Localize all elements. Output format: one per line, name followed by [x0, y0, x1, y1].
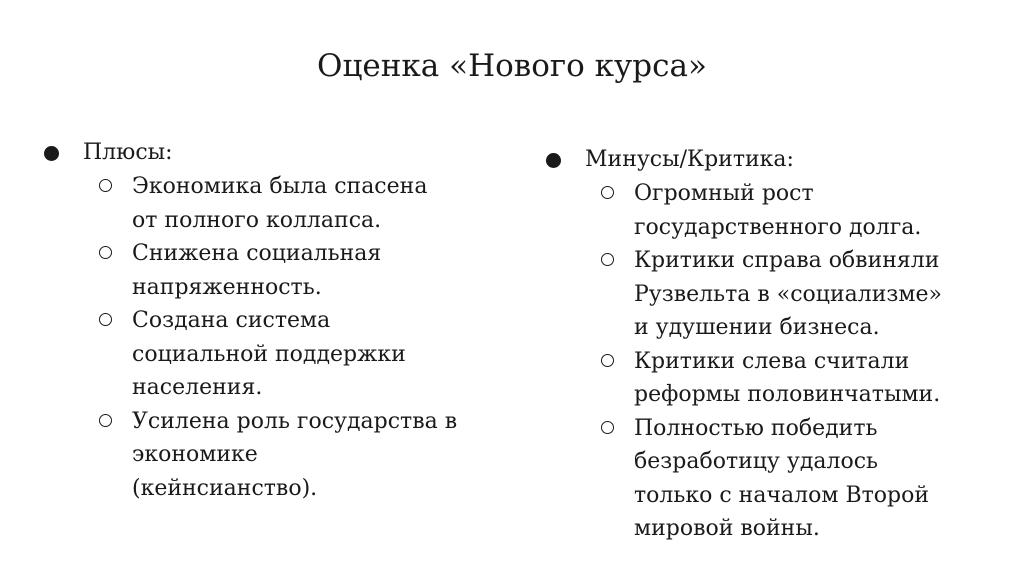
- cons-item-line: безработицу удалось: [634, 449, 878, 474]
- pros-item-line: населения.: [132, 375, 263, 400]
- cons-item-line: Полностью победить: [634, 415, 878, 441]
- pros-item-line: от полного коллапса.: [132, 207, 382, 233]
- pros-item: [42, 170, 502, 237]
- hollow-bullet-icon: [99, 414, 112, 427]
- pros-item: [42, 237, 502, 304]
- pros-item-line: экономике: [132, 442, 258, 467]
- cons-list: [544, 177, 1004, 546]
- pros-item-line: (кейнсианство).: [132, 475, 318, 501]
- hollow-bullet-icon: [99, 313, 112, 326]
- pros-heading: Плюсы:: [83, 140, 173, 165]
- slide-title: Оценка «Нового курса»: [317, 48, 707, 84]
- cons-item-line: мировой войны.: [634, 516, 820, 541]
- cons-item: [544, 244, 1004, 345]
- hollow-bullet-icon: [99, 179, 112, 192]
- cons-item-line: Рузвельта в «социализме»: [634, 281, 942, 307]
- pros-item-line: Создана система: [132, 308, 331, 333]
- cons-item: [544, 177, 1004, 244]
- cons-item: [544, 412, 1004, 546]
- pros-item-line: социальной поддержки: [132, 341, 406, 367]
- cons-heading-row: [544, 143, 1004, 177]
- pros-column: [42, 136, 502, 505]
- pros-heading-row: [42, 136, 502, 170]
- cons-item-line: Критики справа обвиняли: [634, 248, 940, 273]
- cons-item-line: реформы половинчатыми.: [634, 382, 941, 407]
- filled-bullet-icon: [546, 153, 561, 168]
- pros-item-line: Усилена роль государства в: [132, 408, 458, 434]
- filled-bullet-icon: [44, 146, 59, 161]
- hollow-bullet-icon: [601, 354, 614, 367]
- cons-item: [544, 345, 1004, 412]
- pros-item-line: Снижена социальная: [132, 241, 382, 266]
- hollow-bullet-icon: [601, 421, 614, 434]
- cons-item-line: и удушении бизнеса.: [634, 315, 880, 340]
- cons-column: [544, 143, 1004, 546]
- pros-item-line: Экономика была спасена: [132, 174, 428, 199]
- cons-item-line: Огромный рост: [634, 181, 814, 206]
- cons-item-line: государственного долга.: [634, 214, 922, 240]
- cons-heading: Минусы/Критика:: [585, 147, 794, 172]
- pros-item: [42, 304, 502, 405]
- cons-item-line: только с началом Второй: [634, 482, 930, 508]
- cons-item-line: Критики слева считали: [634, 348, 910, 374]
- pros-list: [42, 170, 502, 505]
- pros-item: [42, 405, 502, 506]
- hollow-bullet-icon: [601, 253, 614, 266]
- hollow-bullet-icon: [601, 186, 614, 199]
- pros-item-line: напряженность.: [132, 274, 322, 300]
- hollow-bullet-icon: [99, 246, 112, 259]
